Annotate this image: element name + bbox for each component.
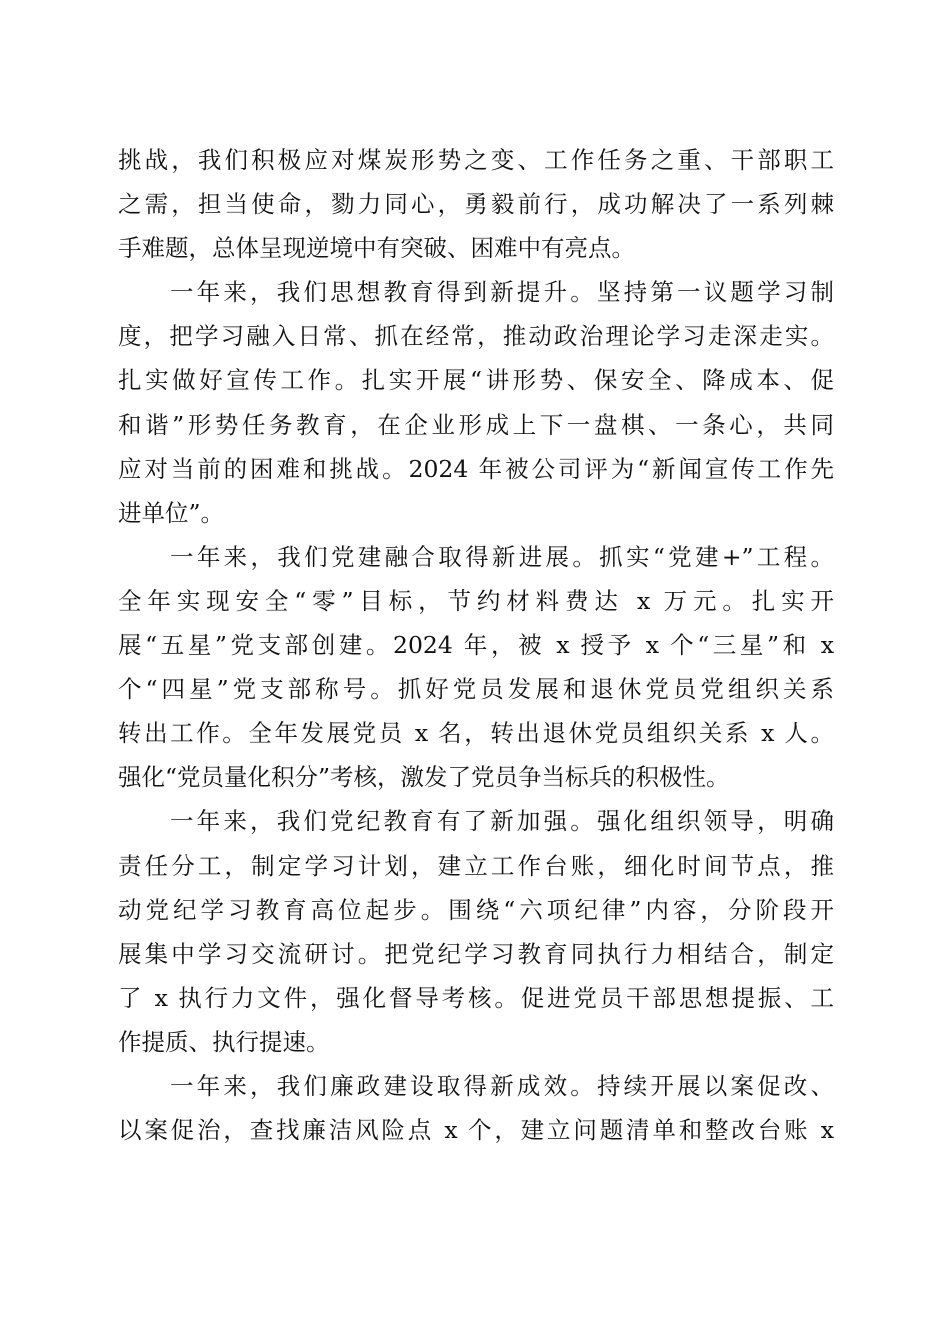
paragraph-line: 和谐”形势任务教育，在企业形成上下一盘棋、一条心，共同 bbox=[118, 410, 834, 439]
paragraph-line: 了 x 执行力文件，强化督导考核。促进党员干部思想提振、工 bbox=[118, 983, 834, 1012]
paragraph-line: 进单位”。 bbox=[118, 498, 225, 527]
paragraph-line: 个“四星”党支部称号。抓好党员发展和退休党员党组织关系 bbox=[118, 675, 834, 704]
paragraph-line: 以案促治，查找廉洁风险点 x 个，建立问题清单和整改台账 x bbox=[118, 1116, 834, 1145]
paragraph-line: 展集中学习交流研讨。把党纪学习教育同执行力相结合，制定 bbox=[118, 939, 834, 968]
paragraph-line: 一年来，我们廉政建设取得新成效。持续开展以案促改、 bbox=[170, 1071, 834, 1100]
paragraph-line: 全年实现安全“零”目标，节约材料费达 x 万元。扎实开 bbox=[118, 586, 834, 615]
paragraph-line: 一年来，我们党纪教育有了新加强。强化组织领导，明确 bbox=[170, 807, 834, 836]
paragraph-line: 一年来，我们党建融合取得新进展。抓实“党建+”工程。 bbox=[170, 542, 834, 571]
paragraph-line: 动党纪学习教育高位起步。围绕“六项纪律”内容，分阶段开 bbox=[118, 895, 834, 924]
paragraph-line: 一年来，我们思想教育得到新提升。坚持第一议题学习制 bbox=[170, 278, 834, 307]
paragraph-line: 展“五星”党支部创建。2024 年，被 x 授予 x 个“三星”和 x bbox=[118, 631, 834, 660]
paragraph-line: 扎实做好宣传工作。扎实开展“讲形势、保安全、降成本、促 bbox=[118, 366, 834, 395]
paragraph-line: 责任分工，制定学习计划，建立工作台账，细化时间节点，推 bbox=[118, 851, 834, 880]
paragraph-line: 挑战，我们积极应对煤炭形势之变、工作任务之重、干部职工 bbox=[118, 146, 834, 174]
paragraph-line: 之需，担当使命，勠力同心，勇毅前行，成功解决了一系列棘 bbox=[118, 190, 834, 219]
paragraph-line: 作提质、执行提速。 bbox=[118, 1027, 330, 1056]
document-body bbox=[118, 138, 834, 1152]
paragraph-line: 强化“党员量化积分”考核，激发了党员争当标兵的积极性。 bbox=[118, 763, 730, 792]
paragraph-line: 度，把学习融入日常、抓在经常，推动政治理论学习走深走实。 bbox=[118, 322, 834, 351]
paragraph-line: 应对当前的困难和挑战。2024 年被公司评为“新闻宣传工作先 bbox=[118, 454, 834, 483]
paragraph-line: 手难题，总体呈现逆境中有突破、困难中有亮点。 bbox=[118, 234, 635, 263]
paragraph-line: 转出工作。全年发展党员 x 名，转出退休党员组织关系 x 人。 bbox=[118, 719, 834, 748]
